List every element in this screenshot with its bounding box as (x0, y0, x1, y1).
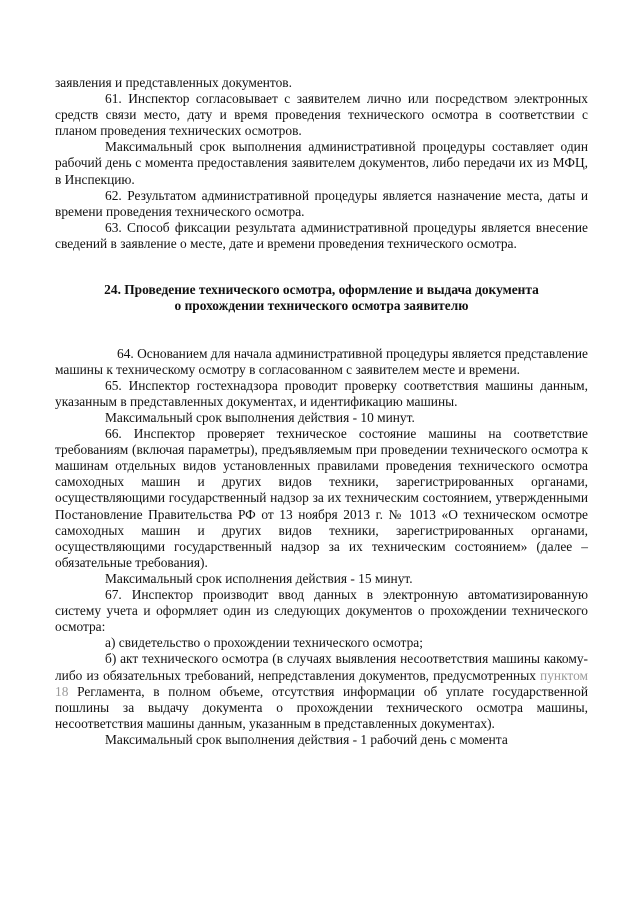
paragraph-continuation: заявления и представленных документов. (55, 75, 292, 90)
paragraph-item-b (55, 651, 588, 731)
paragraph-64: 64. Основанием для начала административной процедуры является представление машины к техническому осмотру в согласованном с заявителем месте и времени. (55, 345, 588, 377)
item-b-text-1: б) акт технического осмотра (в случаях выявления несоответствия машины какому-либо из обязательных требований, непредставления документов, предусмотренных (55, 651, 588, 683)
paragraph-max-term-last: Максимальный срок выполнения действия - 1 рабочий день с момента (105, 731, 508, 747)
section-heading-24 (55, 282, 588, 315)
paragraph-62: 62. Результатом административной процедуры является назначение места, даты и времени проведения технического осмотра. (55, 187, 588, 219)
item-b-faint-reference: пунктом 18 (55, 667, 588, 699)
paragraph-item-a: а) свидетельство о прохождении технического осмотра; (105, 635, 423, 651)
heading-line-1: 24. Проведение технического осмотра, оформление и выдача документа (104, 282, 539, 298)
paragraph-max-term-10min: Максимальный срок выполнения действия - 10 минут. (105, 410, 415, 425)
paragraph-63: 63. Способ фиксации результата административной процедуры является внесение сведений в заявление о месте, дате и времени проведения технического осмотра. (55, 219, 588, 251)
paragraph-max-term-1: Максимальный срок выполнения административной процедуры составляет один рабочий день с момента предоставления заявителем документов, либо передачи их из МФЦ, в Инспекцию. (55, 139, 588, 187)
heading-line-2: о прохождении технического осмотра заявителю (174, 298, 469, 314)
paragraph-66: 66. Инспектор проверяет техническое состояние машины на соответствие требованиям (включая параметры), предъявляемым при проведении технического осмотра к машинам отдельных видов установленных правилами проведения технического осмотра самоходных машин и других видов техники, зарегистрированных органами, осуществляющими государственный надзор за их техническим состоянием, утвержденными Постановление Правительства РФ от 13 ноября 2013 г. № 1013 «О техническом осмотре самоходных машин и других видов техники, зарегистрированных органами, осуществляющими государственный надзор за их техническим состоянием» (далее – обязательные требования). (55, 426, 588, 570)
paragraph-max-term-15min: Максимальный срок исполнения действия - 15 минут. (105, 570, 413, 586)
paragraph-65: 65. Инспектор гостехнадзора проводит проверку соответствия машины данным, указанным в представленных документах, и идентификацию машины. (55, 377, 588, 409)
paragraph-67: 67. Инспектор производит ввод данных в электронную автоматизированную систему учета и оформляет один из следующих документов о прохождении технического осмотра: (55, 587, 588, 635)
paragraph-61: 61. Инспектор согласовывает с заявителем лично или посредством электронных средств связи место, дату и время проведения технического осмотра в соответствии с планом проведения технических осмотров. (55, 91, 588, 139)
item-b-text-2: Регламента, в полном объеме, отсутствия информации об уплате государственной пошлины за выдачу документа о прохождении технического осмотра машины, несоответствия машины данным, указанным в представленных документах). (55, 683, 588, 731)
